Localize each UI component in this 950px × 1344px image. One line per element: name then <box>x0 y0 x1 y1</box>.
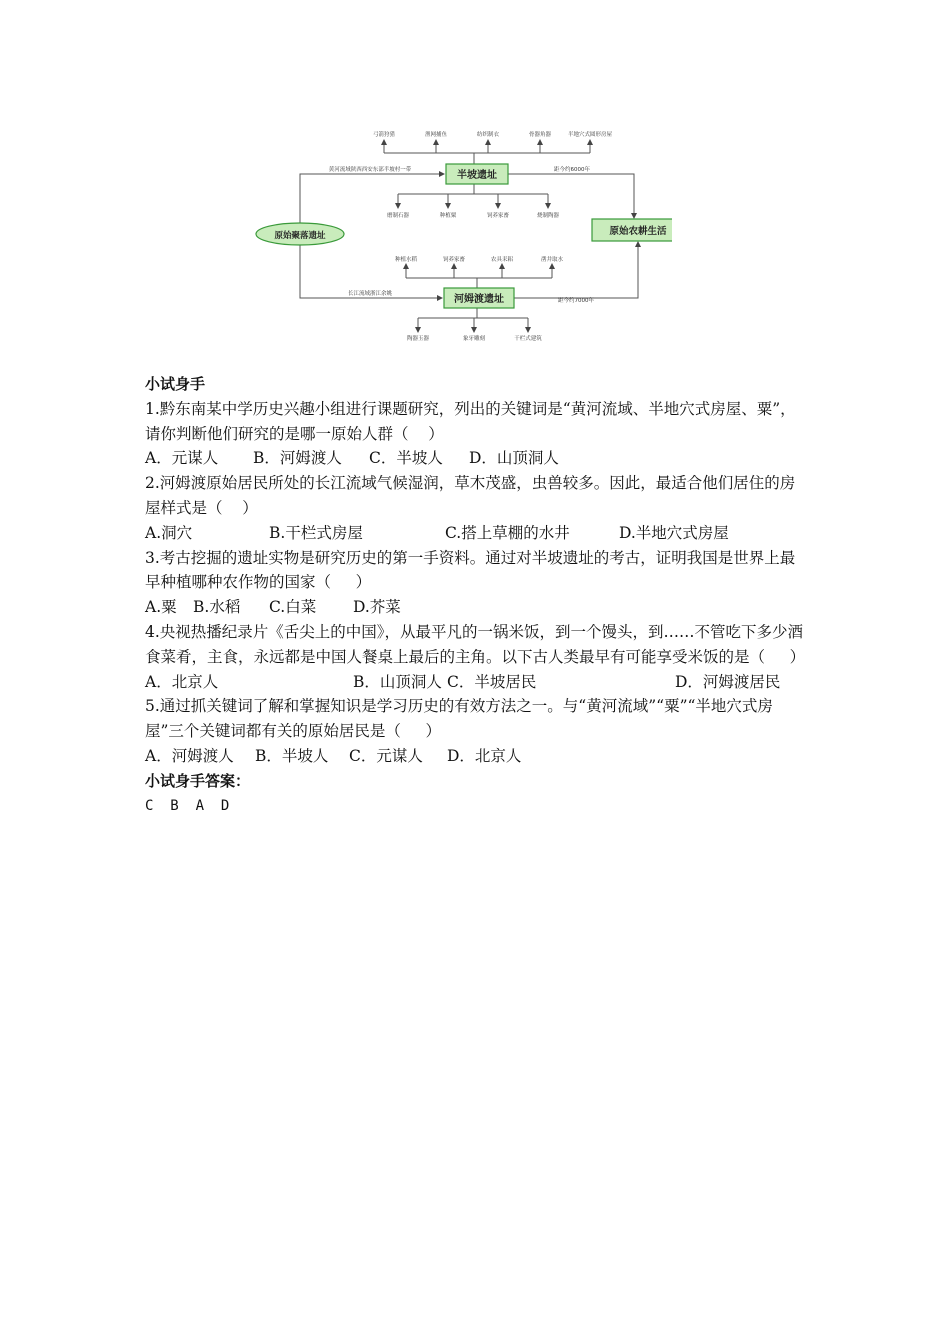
option: A.粟 <box>145 598 177 617</box>
diagram-svg <box>252 120 672 348</box>
option: D.芥菜 <box>353 598 401 617</box>
option: B．山顶洞人 <box>353 672 442 691</box>
exercise-section <box>145 372 810 818</box>
question-stem: 3.考古挖掘的遗址实物是研究历史的第一手资料。通过对半坡遗址的考古，证明我国是世界上最早种植哪种农作物的国家（ ） <box>145 548 796 592</box>
diagram-node-left-label: 原始聚落遗址 <box>274 231 326 241</box>
question-options <box>145 595 810 620</box>
option: D．河姆渡居民 <box>675 672 781 691</box>
diagram-node-right-label: 原始农耕生活 <box>609 226 667 237</box>
diagram-bottom-top-item: 种植水稻 <box>394 257 418 263</box>
option: B．半坡人 <box>255 746 329 765</box>
question-stem: 2.河姆渡原始居民所处的长江流域气候湿润，草木茂盛，虫兽较多。因此，最适合他们居住的房屋样式是（ ） <box>145 474 796 517</box>
diagram-edge-label: 长江流域浙江余姚 <box>347 291 393 297</box>
option: C.白菜 <box>269 598 317 617</box>
option: A．河姆渡人 <box>145 746 234 765</box>
option: D.半地穴式房屋 <box>619 523 729 542</box>
diagram-top-item: 骨器角器 <box>528 132 552 138</box>
diagram-bottom-item: 干栏式建筑 <box>514 336 542 342</box>
diagram-top-item: 渔网捕鱼 <box>424 132 448 138</box>
diagram-edge-label: 黄河流域陕西西安东部半坡村一带 <box>328 167 412 173</box>
option: A．北京人 <box>145 672 219 691</box>
option: B.干栏式房屋 <box>269 523 363 542</box>
option: C．元谋人 <box>349 746 423 765</box>
question-options <box>145 521 810 546</box>
question-options <box>145 670 810 695</box>
diagram-mid-item: 种植粟 <box>439 213 457 219</box>
diagram-mid-item: 磨制石器 <box>386 213 410 219</box>
option: D．北京人 <box>447 746 522 765</box>
option: A.洞穴 <box>145 523 193 542</box>
knowledge-diagram <box>252 120 672 348</box>
diagram-mid-item: 饲养家畜 <box>486 213 510 219</box>
option: C.搭上草棚的水井 <box>445 523 570 542</box>
option: C．半坡人 <box>369 449 443 468</box>
diagram-bottom-item: 象牙雕刻 <box>462 336 486 342</box>
diagram-box-banpo-label: 半坡遗址 <box>457 170 497 181</box>
diagram-top-item: 半地穴式圆形房屋 <box>567 132 613 138</box>
question-stem: 5.通过抓关键词了解和掌握知识是学习历史的有效方法之一。与“黄河流域”“粟”“半地穴式房屋”三个关键词都有关的原始居民是（ ） <box>145 697 773 741</box>
diagram-edge-label: 距今约6000年 <box>554 167 590 173</box>
question-stem: 1.黔东南某中学历史兴趣小组进行课题研究，列出的关键词是“黄河流域、半地穴式房屋、粟”，请你判断他们研究的是哪一原始人群（ ） <box>145 399 796 443</box>
question-stem: 4.央视热播纪录片《舌尖上的中国》，从最平凡的一锅米饭，到一个馒头，到……不管吃下多少酒食菜肴，主食，永远都是中国人餐桌上最后的主角。以下古人类最早有可能享受米饭的是（ ） <box>145 622 806 666</box>
diagram-top-item: 纺织制衣 <box>476 132 500 138</box>
diagram-edge-label: 距今约7000年 <box>558 298 594 304</box>
section-title: 小试身手 <box>145 375 206 393</box>
option: B．河姆渡人 <box>253 449 342 468</box>
option: A．元谋人 <box>145 449 219 468</box>
diagram-bottom-top-item: 凿井取水 <box>540 257 564 263</box>
question-options <box>145 446 810 471</box>
answer-title: 小试身手答案： <box>145 771 251 790</box>
diagram-top-item: 弓箭狩猎 <box>372 132 396 138</box>
diagram-bottom-top-item: 饲养家畜 <box>442 257 466 263</box>
diagram-mid-item: 烧制陶器 <box>536 213 560 219</box>
option: C．半坡居民 <box>447 672 537 691</box>
question-options <box>145 744 810 769</box>
diagram-box-hemudu-label: 河姆渡遗址 <box>454 294 504 305</box>
answer-key: C B A D <box>145 797 230 814</box>
diagram-bottom-top-item: 农具耒耜 <box>490 257 514 263</box>
option: B.水稻 <box>193 598 241 617</box>
option: D．山顶洞人 <box>469 449 559 468</box>
diagram-bottom-item: 陶器玉器 <box>406 336 430 342</box>
